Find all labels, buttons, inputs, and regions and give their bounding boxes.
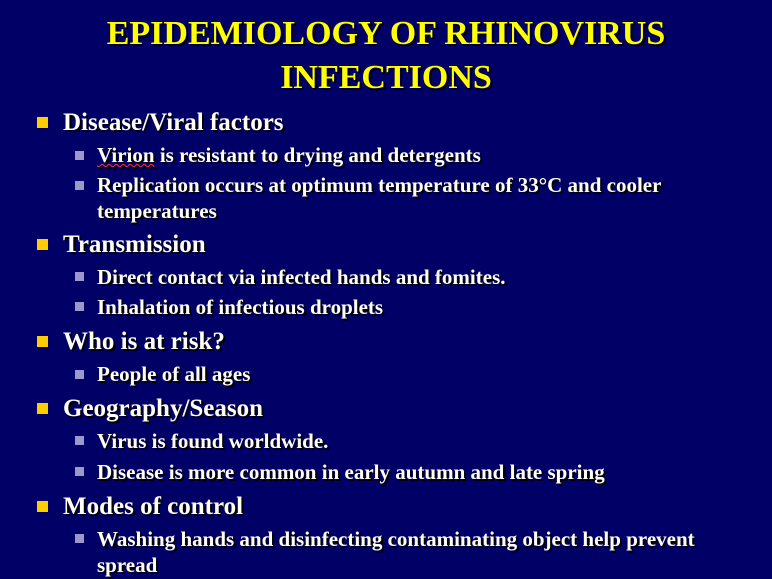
sub-bullet-icon bbox=[75, 436, 84, 445]
bullet-worldwide: Virus is found worldwide. bbox=[97, 429, 329, 453]
slide-title bbox=[0, 12, 772, 100]
bullet-washing: Washing hands and disinfecting contaminating object help prevent spread bbox=[97, 527, 695, 577]
section-heading-disease: Disease/Viral factors bbox=[63, 109, 284, 136]
sub-bullet-icon bbox=[75, 467, 84, 476]
section-heading-risk: Who is at risk? bbox=[63, 328, 225, 355]
sub-bullet-icon bbox=[75, 370, 84, 379]
title-line-1: EPIDEMIOLOGY OF RHINOVIRUS bbox=[106, 15, 666, 52]
section-bullet-icon bbox=[37, 336, 48, 347]
sub-bullet-icon bbox=[75, 534, 84, 543]
bullet-virion bbox=[97, 142, 757, 168]
section-bullet-icon bbox=[37, 501, 48, 512]
bullet-inhalation: Inhalation of infectious droplets bbox=[97, 295, 384, 319]
section-bullet-icon bbox=[37, 403, 48, 414]
bullet-all-ages: People of all ages bbox=[97, 362, 251, 386]
section-bullet-icon bbox=[37, 117, 48, 128]
section-heading-transmission: Transmission bbox=[63, 231, 206, 258]
sub-bullet-icon bbox=[75, 302, 84, 311]
section-heading-geography: Geography/Season bbox=[63, 395, 264, 422]
title-line-2: INFECTIONS bbox=[280, 59, 492, 96]
spellcheck-word: Virion bbox=[97, 143, 155, 167]
bullet-replication: Replication occurs at optimum temperature of 33°C and cooler temperatures bbox=[97, 173, 662, 223]
section-heading-control: Modes of control bbox=[63, 493, 244, 520]
bullet-seasonal: Disease is more common in early autumn and late spring bbox=[97, 460, 605, 484]
section-bullet-icon bbox=[37, 239, 48, 250]
bullet-virion-rest: is resistant to drying and detergents bbox=[154, 143, 481, 167]
sub-bullet-icon bbox=[75, 272, 84, 281]
sub-bullet-icon bbox=[75, 151, 84, 160]
bullet-direct-contact: Direct contact via infected hands and fomites. bbox=[97, 265, 506, 289]
sub-bullet-icon bbox=[75, 181, 84, 190]
